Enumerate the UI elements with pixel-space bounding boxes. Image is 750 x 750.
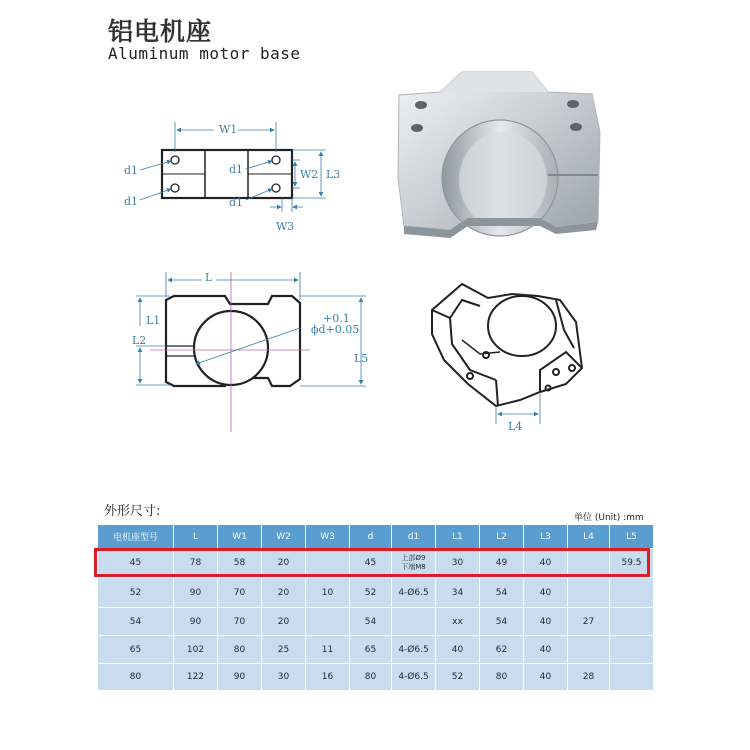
dim-label-w3: W3 xyxy=(276,220,295,233)
cell-l: 78 xyxy=(174,549,218,578)
cell-d: 65 xyxy=(350,636,392,664)
cell-w1: 70 xyxy=(218,608,262,636)
cell-l3: 40 xyxy=(524,608,568,636)
cell-d1-bottom: 下端M8 xyxy=(401,563,426,571)
cell-w1: 90 xyxy=(218,664,262,691)
unit-label: 单位 (Unit) :mm xyxy=(574,513,644,523)
cell-l2: 62 xyxy=(480,636,524,664)
front-view-drawing xyxy=(132,270,368,432)
cell-d: 54 xyxy=(350,608,392,636)
cell-w1: 80 xyxy=(218,636,262,664)
title-english: Aluminum motor base xyxy=(108,44,301,63)
cell-model: 52 xyxy=(98,578,174,608)
header-w3: W3 xyxy=(306,525,350,549)
cell-l4 xyxy=(568,636,610,664)
cell-l5 xyxy=(610,608,654,636)
dim-label-l: L xyxy=(205,271,213,284)
cell-w2: 30 xyxy=(262,664,306,691)
cell-model: 45 xyxy=(98,549,174,578)
dim-label-d1-a: d1 xyxy=(124,164,139,177)
cell-w1: 58 xyxy=(218,549,262,578)
cell-l2: 54 xyxy=(480,578,524,608)
cell-w3 xyxy=(306,608,350,636)
header-l5: L5 xyxy=(610,525,654,549)
dim-label-w1: W1 xyxy=(219,123,238,136)
cell-l3: 40 xyxy=(524,664,568,691)
cell-w3: 16 xyxy=(306,664,350,691)
cell-l: 102 xyxy=(174,636,218,664)
cell-l4 xyxy=(568,578,610,608)
cell-model: 54 xyxy=(98,608,174,636)
dim-label-w2: W2 xyxy=(300,168,319,181)
header-l: L xyxy=(174,525,218,549)
header-d1: d1 xyxy=(392,525,436,549)
cell-l5 xyxy=(610,578,654,608)
table-row xyxy=(98,578,654,608)
cell-l2: 54 xyxy=(480,608,524,636)
cell-d: 80 xyxy=(350,664,392,691)
cell-model: 80 xyxy=(98,664,174,691)
header-l4: L4 xyxy=(568,525,610,549)
cell-l1: 30 xyxy=(436,549,480,578)
highlight-frame xyxy=(94,548,650,577)
cell-l3: 40 xyxy=(524,636,568,664)
header-w1: W1 xyxy=(218,525,262,549)
cell-model: 65 xyxy=(98,636,174,664)
cell-d: 45 xyxy=(350,549,392,578)
dim-label-l4: L4 xyxy=(508,420,523,433)
table-row xyxy=(98,636,654,664)
dim-label-l5: L5 xyxy=(354,352,369,365)
table-row xyxy=(98,608,654,636)
cell-l5 xyxy=(610,664,654,691)
header-w2: W2 xyxy=(262,525,306,549)
cell-l: 90 xyxy=(174,608,218,636)
cell-l4: 27 xyxy=(568,608,610,636)
cell-l5: 59.5 xyxy=(610,549,654,578)
product-photo xyxy=(398,72,600,238)
dim-label-d1-b: d1 xyxy=(124,195,139,208)
cell-w2: 25 xyxy=(262,636,306,664)
header-l2: L2 xyxy=(480,525,524,549)
cell-l1: 52 xyxy=(436,664,480,691)
dim-label-diameter: ϕd+0.05 xyxy=(311,323,360,336)
cell-l1: xx xyxy=(436,608,480,636)
cell-d1: 4-Ø6.5 xyxy=(392,578,436,608)
cell-w2: 20 xyxy=(262,549,306,578)
isometric-view-drawing xyxy=(432,284,582,406)
cell-w2: 20 xyxy=(262,578,306,608)
cell-l3: 40 xyxy=(524,549,568,578)
dim-label-tol-plus: +0.1 xyxy=(323,312,350,325)
header-model: 电机座型号 xyxy=(98,525,174,549)
cell-l3: 40 xyxy=(524,578,568,608)
cell-l4: 28 xyxy=(568,664,610,691)
cell-w1: 70 xyxy=(218,578,262,608)
cell-d: 52 xyxy=(350,578,392,608)
cell-w3: 11 xyxy=(306,636,350,664)
table-header-row xyxy=(98,525,654,549)
cell-w2: 20 xyxy=(262,608,306,636)
header-d: d xyxy=(350,525,392,549)
title-chinese: 铝电机座 xyxy=(108,17,213,46)
cell-l: 90 xyxy=(174,578,218,608)
header-l3: L3 xyxy=(524,525,568,549)
cell-l5 xyxy=(610,636,654,664)
cell-l1: 40 xyxy=(436,636,480,664)
cell-d1 xyxy=(392,608,436,636)
dim-label-l2: L2 xyxy=(132,334,147,347)
cell-d1: 4-Ø6.5 xyxy=(392,664,436,691)
dim-label-l3: L3 xyxy=(326,168,341,181)
cell-l2: 80 xyxy=(480,664,524,691)
top-view-drawing xyxy=(124,122,340,233)
cell-w3: 10 xyxy=(306,578,350,608)
header-l1: L1 xyxy=(436,525,480,549)
cell-l1: 34 xyxy=(436,578,480,608)
table-row xyxy=(98,664,654,691)
cell-l: 122 xyxy=(174,664,218,691)
cell-l2: 49 xyxy=(480,549,524,578)
section-label-dimensions: 外形尺寸: xyxy=(104,504,161,519)
dim-label-l1: L1 xyxy=(146,314,161,327)
cell-d1-top: 上部Ø9 xyxy=(401,554,426,562)
dim-label-d1-c: d1 xyxy=(229,163,244,176)
dim-label-d1-d: d1 xyxy=(229,196,244,209)
cell-d1: 4-Ø6.5 xyxy=(392,636,436,664)
